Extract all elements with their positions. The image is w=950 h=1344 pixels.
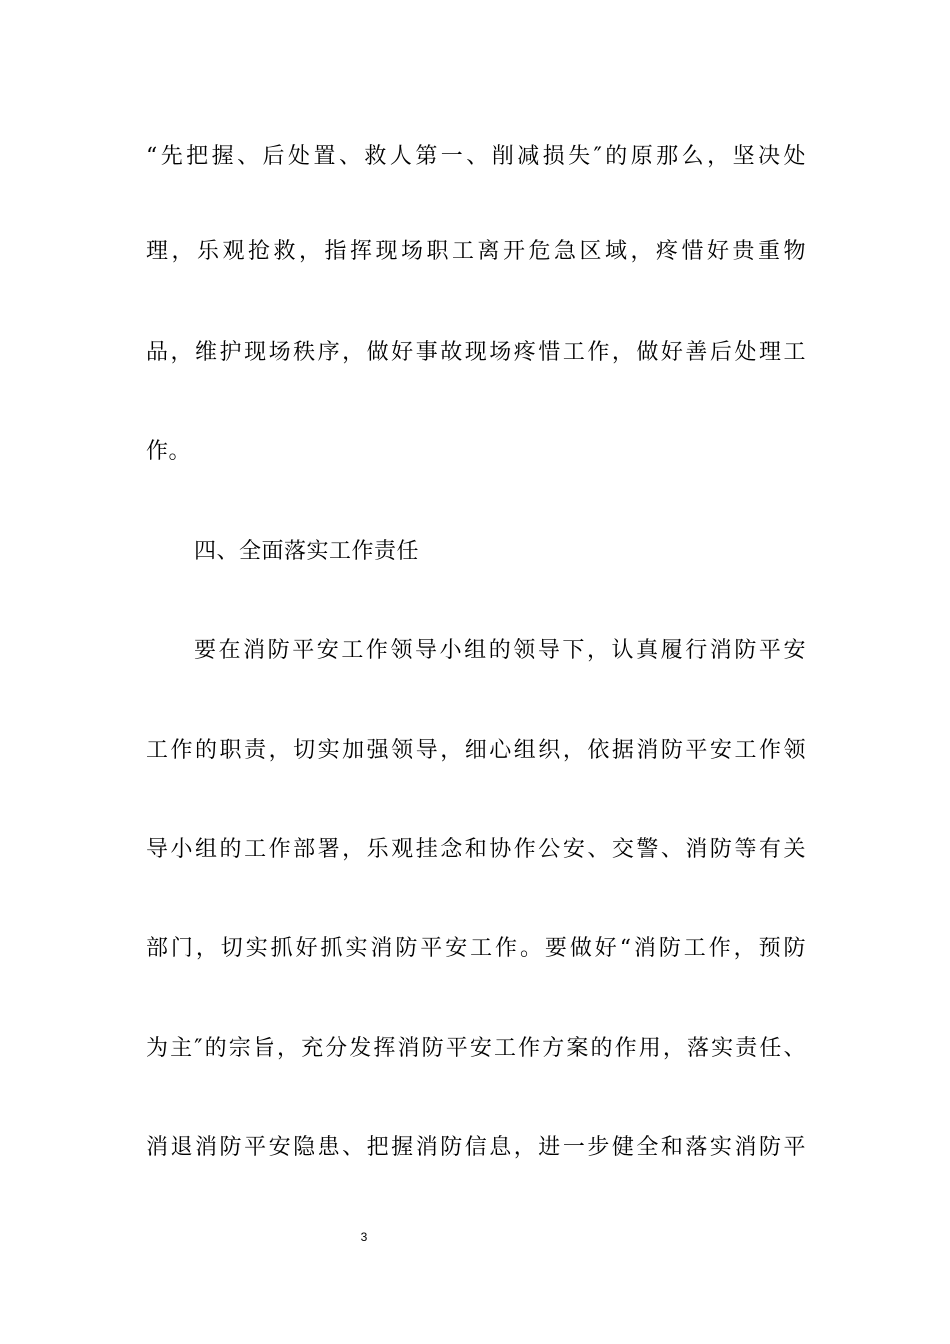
paragraph-2-line-4: 部门，切实抓好抓实消防平安工作。要做好“消防工作，预防 <box>146 936 806 961</box>
paragraph-1-line-1: “先把握、后处置、救人第一、削减损失″的原那么，坚决处 <box>146 144 806 169</box>
page-number: 3 <box>360 1230 368 1244</box>
paragraph-2-line-3: 导小组的工作部署，乐观挂念和协作公安、交警、消防等有关 <box>146 837 806 862</box>
section-heading: 四、全面落实工作责任 <box>194 539 420 564</box>
paragraph-2-line-5: 为主″的宗旨，充分发挥消防平安工作方案的作用，落实责任、 <box>146 1036 806 1061</box>
paragraph-2-line-1: 要在消防平安工作领导小组的领导下，认真履行消防平安 <box>194 638 806 663</box>
paragraph-2-line-6: 消退消防平安隐患、把握消防信息，进一步健全和落实消防平 <box>146 1135 806 1160</box>
paragraph-2-line-2: 工作的职责，切实加强领导，细心组织，依据消防平安工作领 <box>146 738 806 763</box>
paragraph-1-line-4: 作。 <box>146 439 192 464</box>
paragraph-1-line-3: 品，维护现场秩序，做好事故现场疼惜工作，做好善后处理工 <box>146 340 806 365</box>
paragraph-1-line-2: 理，乐观抢救，指挥现场职工离开危急区域，疼惜好贵重物 <box>146 239 806 264</box>
